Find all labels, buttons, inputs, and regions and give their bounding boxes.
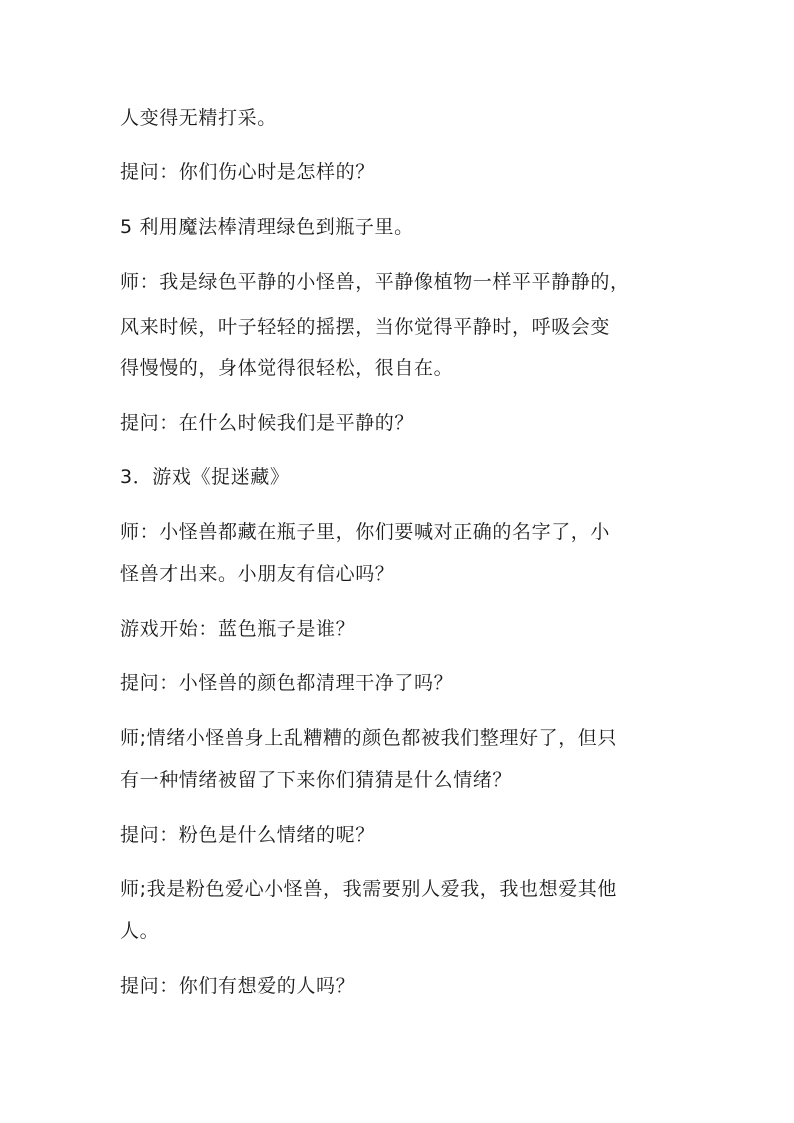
question-line: 提问：在什么时候我们是平静的？ xyxy=(120,412,415,434)
text-line: 风来时候，叶子轻轻的摇摆，当你觉得平静时，呼吸会变 xyxy=(120,316,611,338)
teacher-line: 师：我是绿色平静的小怪兽，平静像植物一样平平静静的， xyxy=(120,271,630,293)
text-line: 人。 xyxy=(120,920,160,942)
text-line: 得慢慢的，身体觉得很轻松，很自在。 xyxy=(120,357,454,379)
text-line: 有一种情绪被留了下来你们猜猜是什么情绪？ xyxy=(120,769,513,791)
question-line: 提问：你们伤心时是怎样的？ xyxy=(120,161,375,183)
question-line: 提问：小怪兽的颜色都清理干净了吗？ xyxy=(120,672,454,694)
teacher-line: 师;我是粉色爱心小怪兽，我需要别人爱我，我也想爱其他 xyxy=(120,878,618,900)
text-line: 怪兽才出来。小朋友有信心吗？ xyxy=(120,563,395,585)
teacher-line: 师;情绪小怪兽身上乱糟糟的颜色都被我们整理好了，但只 xyxy=(120,727,618,749)
question-line: 提问：粉色是什么情绪的呢？ xyxy=(120,824,375,846)
text-line: 人变得无精打采。 xyxy=(120,107,277,129)
step-heading: 5 利用魔法棒清理绿色到瓶子里。 xyxy=(120,216,414,238)
section-heading: 3．游戏《捉迷藏》 xyxy=(120,466,290,488)
text-line: 游戏开始：蓝色瓶子是谁？ xyxy=(120,618,356,640)
question-line: 提问：你们有想爱的人吗？ xyxy=(120,975,356,997)
teacher-line: 师：小怪兽都藏在瓶子里，你们要喊对正确的名字了，小 xyxy=(120,521,611,543)
